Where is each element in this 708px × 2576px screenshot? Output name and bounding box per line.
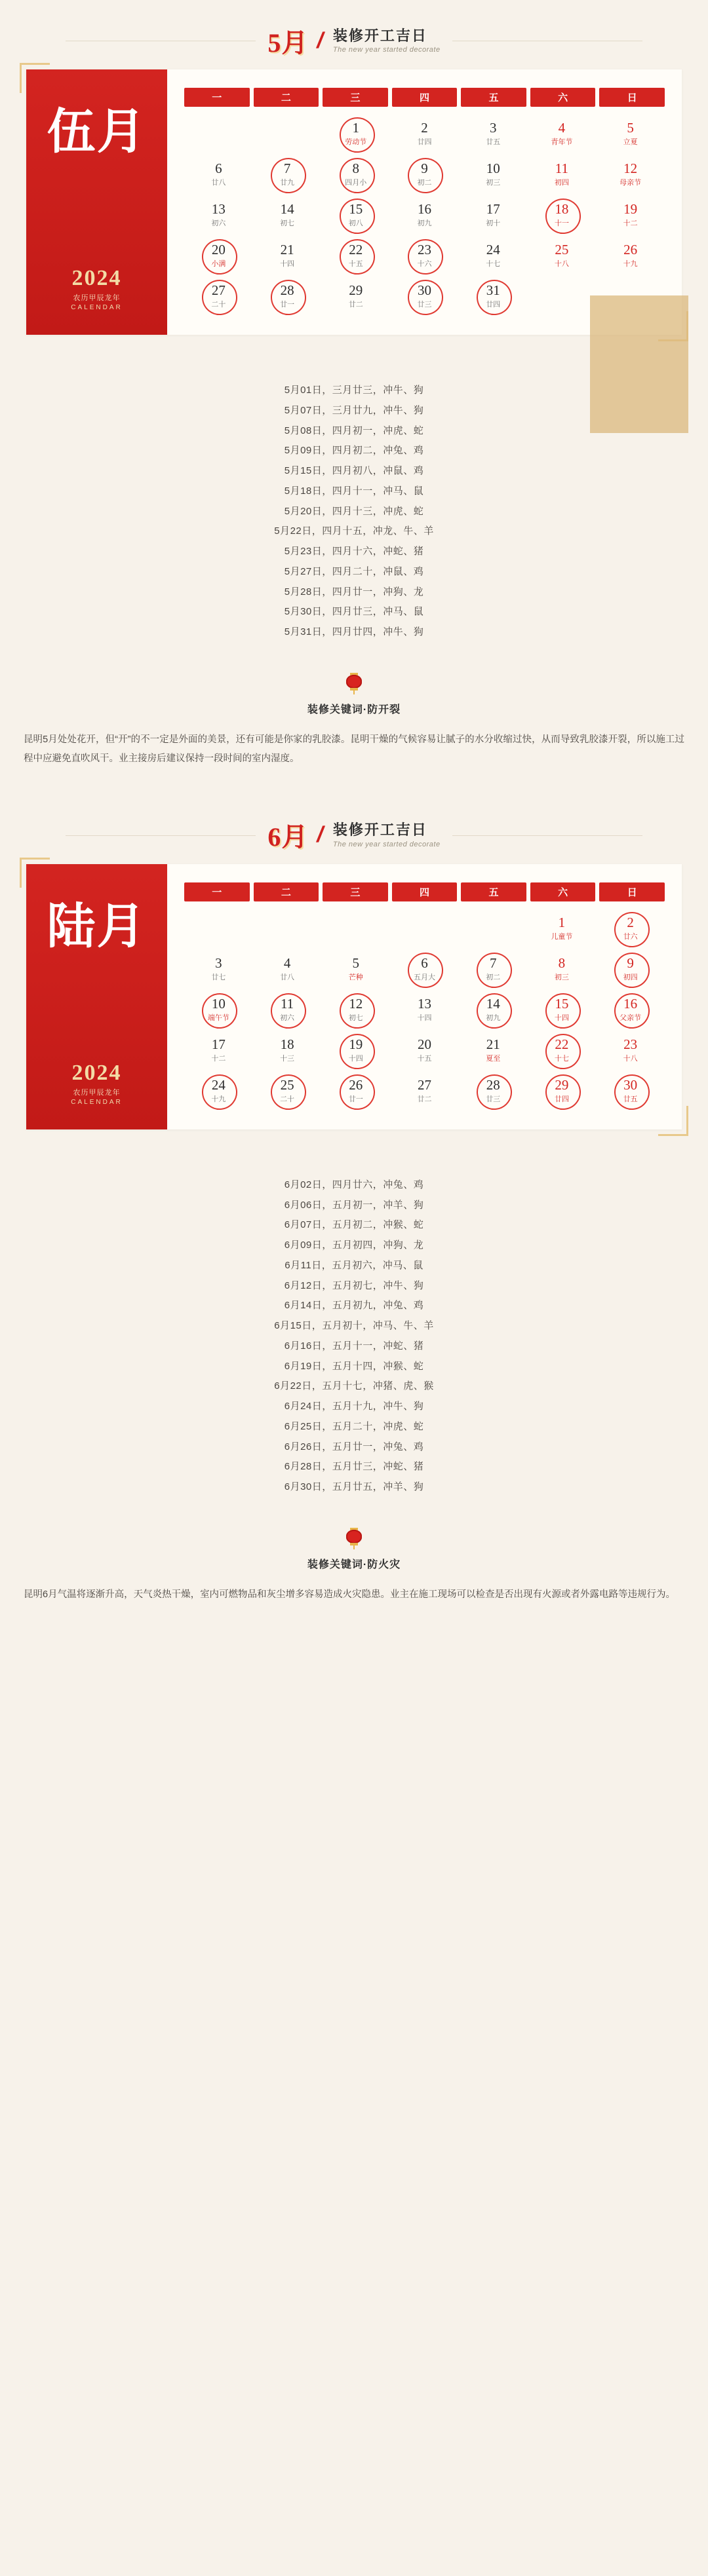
day-lunar-label: 初九	[417, 219, 432, 228]
day-number: 5	[627, 119, 634, 136]
day-number: 24	[211, 1076, 226, 1093]
calendar-day-cell[interactable]	[459, 115, 528, 153]
calendar-day-cell[interactable]	[528, 1072, 597, 1110]
calendar-day-empty	[459, 909, 528, 947]
month-section	[0, 20, 708, 795]
calendar-day-cell[interactable]	[528, 115, 597, 153]
calendar-day-cell[interactable]	[390, 277, 459, 315]
calendar-day-cell[interactable]	[596, 909, 665, 947]
calendar-day-cell[interactable]	[253, 237, 322, 275]
calendar-logo-caption: CALENDAR	[71, 304, 123, 311]
section-spacer	[0, 768, 708, 795]
lucky-date-line: 6月14日，五月初九，冲兔、鸡	[284, 1300, 424, 1312]
calendar-day-cell[interactable]	[390, 115, 459, 153]
day-lunar-label: 二十	[211, 301, 226, 309]
calendar-day-cell[interactable]	[253, 1031, 322, 1069]
section-title-cn: 装修开工吉日	[332, 822, 427, 839]
calendar-logo	[26, 266, 167, 311]
day-lunar-label: 十四	[280, 260, 295, 269]
weekday-cell-5: 六	[530, 882, 596, 901]
lucky-date-line: 5月15日，四月初八，冲鼠、鸡	[284, 465, 424, 476]
calendar-day-empty	[253, 115, 322, 153]
day-number: 27	[211, 282, 226, 298]
calendar-day-cell[interactable]	[184, 196, 253, 234]
slash-divider-icon: /	[315, 822, 327, 848]
day-number: 10	[486, 160, 500, 176]
day-number: 11	[555, 160, 569, 176]
weekday-cell-0: 一	[184, 882, 250, 901]
calendar-month-cn: 伍月	[47, 105, 147, 159]
calendar-day-cell[interactable]	[321, 155, 390, 193]
calendar-day-cell[interactable]	[390, 196, 459, 234]
day-number: 4	[283, 955, 291, 971]
lucky-date-line: 5月18日，四月十一，冲马、鼠	[284, 485, 424, 497]
day-lunar-label: 廿一	[348, 1095, 363, 1103]
day-number: 26	[623, 241, 638, 257]
section-header	[0, 20, 708, 62]
lucky-date-list	[0, 1129, 708, 1504]
day-number: 12	[349, 995, 363, 1012]
calendar-month-cn: 陆月	[47, 900, 147, 954]
day-lunar-label: 初二	[486, 973, 501, 981]
calendar-day-empty	[184, 909, 253, 947]
day-number: 21	[486, 1036, 500, 1052]
day-number: 29	[349, 282, 363, 298]
calendar-day-cell[interactable]	[459, 950, 528, 988]
weekday-cell-6: 日	[599, 88, 665, 107]
day-number: 22	[555, 1036, 569, 1052]
day-lunar-label: 初四	[554, 179, 569, 187]
calendar-day-cell[interactable]	[184, 155, 253, 193]
day-number: 2	[627, 914, 634, 930]
day-lunar-label: 十四	[554, 1013, 569, 1022]
calendar-day-cell[interactable]	[321, 196, 390, 234]
day-number: 15	[555, 995, 569, 1012]
calendar-day-cell[interactable]	[321, 1072, 390, 1110]
calendar-day-cell[interactable]	[390, 1031, 459, 1069]
day-lunar-label: 十二	[623, 219, 638, 228]
calendar-day-cell[interactable]	[596, 1031, 665, 1069]
day-lunar-label: 廿三	[417, 301, 432, 309]
day-number: 3	[489, 119, 497, 136]
day-lunar-label: 十八	[623, 1054, 638, 1063]
day-number: 30	[623, 1076, 638, 1093]
day-number: 15	[349, 200, 363, 217]
day-lunar-label: 十九	[211, 1095, 226, 1103]
keyword-block	[0, 672, 708, 716]
calendar-day-cell[interactable]	[528, 155, 597, 193]
day-number: 20	[211, 241, 226, 257]
day-lunar-label: 十四	[348, 1054, 363, 1063]
weekday-header-row	[184, 88, 665, 107]
calendar-logo-subtitle: 农历甲辰龙年	[73, 1088, 121, 1097]
calendar-day-cell[interactable]	[390, 237, 459, 275]
day-number: 22	[349, 241, 363, 257]
lucky-date-line: 6月24日，五月十九，冲牛、狗	[284, 1401, 424, 1412]
day-lunar-label: 廿二	[348, 301, 363, 309]
day-lunar-label: 廿四	[417, 138, 432, 147]
day-lunar-label: 儿童节	[551, 932, 573, 941]
day-lunar-label: 廿九	[280, 179, 295, 187]
calendar-grid-panel	[167, 69, 682, 335]
lantern-icon	[345, 1526, 363, 1547]
lucky-date-line: 6月25日，五月二十，冲虎、蛇	[284, 1420, 424, 1432]
calendar-day-cell[interactable]	[528, 909, 597, 947]
lucky-date-line: 5月30日，四月廿三，冲马、鼠	[284, 606, 424, 618]
day-number: 16	[623, 995, 638, 1012]
day-lunar-label: 廿七	[211, 973, 226, 981]
lucky-date-line: 5月09日，四月初二，冲兔、鸡	[284, 445, 424, 457]
day-lunar-label: 十五	[417, 1054, 432, 1063]
lucky-date-line: 6月07日，五月初二，冲猴、蛇	[284, 1219, 424, 1231]
weekday-header-row	[184, 882, 665, 901]
lucky-date-line: 6月30日，五月廿五，冲羊、狗	[284, 1481, 424, 1492]
day-number: 21	[280, 241, 294, 257]
day-lunar-label: 初三	[486, 179, 501, 187]
section-header	[0, 814, 708, 856]
calendar-day-cell[interactable]	[321, 237, 390, 275]
calendar-day-cell[interactable]	[528, 991, 597, 1029]
day-number: 27	[417, 1076, 431, 1093]
day-number: 23	[417, 241, 431, 257]
day-lunar-label: 初八	[348, 219, 363, 228]
lucky-date-line: 6月12日，五月初七，冲牛、狗	[284, 1279, 424, 1291]
calendar-day-cell[interactable]	[459, 1031, 528, 1069]
day-number: 14	[280, 200, 294, 217]
lucky-date-line: 6月26日，五月廿一，冲兔、鸡	[284, 1441, 424, 1452]
lucky-date-line: 6月09日，五月初四，冲狗、龙	[284, 1240, 424, 1251]
day-number: 9	[627, 955, 634, 971]
calendar-card	[26, 69, 682, 335]
calendar-day-cell[interactable]	[321, 1031, 390, 1069]
calendar-day-cell[interactable]	[321, 115, 390, 153]
day-number: 1	[558, 914, 566, 930]
lucky-date-line: 6月15日，五月初十，冲马、牛、羊	[274, 1320, 434, 1331]
lucky-date-line: 5月28日，四月廿一，冲狗、龙	[284, 586, 424, 597]
lucky-date-line: 6月28日，五月廿三，冲蛇、猪	[284, 1461, 424, 1473]
day-number: 29	[555, 1076, 569, 1093]
weekday-cell-4: 五	[461, 882, 526, 901]
day-lunar-label: 初七	[348, 1013, 363, 1022]
weekday-cell-6: 日	[599, 882, 665, 901]
day-number: 17	[486, 200, 500, 217]
calendar-day-empty	[390, 909, 459, 947]
calendar-day-cell[interactable]	[390, 991, 459, 1029]
calendar-card	[26, 864, 682, 1129]
calendar-day-cell[interactable]	[459, 991, 528, 1029]
section-spacer	[0, 1604, 708, 1631]
weekday-cell-4: 五	[461, 88, 526, 107]
calendar-day-empty	[528, 277, 597, 315]
day-number: 13	[417, 995, 431, 1012]
day-lunar-label: 廿二	[417, 1095, 432, 1103]
day-lunar-label: 初七	[280, 219, 295, 228]
day-lunar-label: 十八	[554, 260, 569, 269]
lucky-date-line: 6月22日，五月十七，冲猪、虎、猴	[274, 1380, 434, 1392]
day-number: 7	[489, 955, 497, 971]
day-lunar-label: 十四	[417, 1013, 432, 1022]
day-number: 13	[211, 200, 226, 217]
calendar-day-cell[interactable]	[459, 196, 528, 234]
day-number: 16	[417, 200, 431, 217]
day-number: 19	[623, 200, 638, 217]
day-lunar-label: 劳动节	[345, 138, 367, 147]
day-lunar-label: 夏至	[486, 1054, 501, 1063]
month-number-label: 6月	[267, 822, 309, 852]
slash-divider-icon: /	[315, 28, 327, 53]
day-lunar-label: 初六	[280, 1013, 295, 1022]
calendar-logo	[26, 1061, 167, 1106]
day-lunar-label: 初六	[211, 219, 226, 228]
lucky-date-list	[0, 335, 708, 649]
day-lunar-label: 端午节	[207, 1013, 229, 1022]
day-lunar-label: 初三	[554, 973, 569, 981]
weekday-cell-2: 三	[323, 882, 388, 901]
lucky-date-line: 5月31日，四月廿四，冲牛、狗	[284, 626, 424, 637]
calendar-day-cell[interactable]	[253, 950, 322, 988]
calendar-day-cell[interactable]	[596, 991, 665, 1029]
calendar-month-panel	[26, 864, 167, 1129]
weekday-cell-3: 四	[392, 882, 458, 901]
calendar-day-empty	[253, 909, 322, 947]
calendar-logo-caption: CALENDAR	[71, 1098, 123, 1106]
day-lunar-label: 十五	[348, 260, 363, 269]
day-number: 25	[555, 241, 569, 257]
day-number: 7	[283, 160, 291, 176]
calendar-day-empty	[184, 115, 253, 153]
section-title-cn: 装修开工吉日	[332, 27, 427, 44]
day-lunar-label: 廿一	[280, 301, 295, 309]
calendar-day-cell[interactable]	[596, 196, 665, 234]
day-lunar-label: 十六	[417, 260, 432, 269]
day-number: 6	[215, 160, 222, 176]
day-lunar-label: 廿三	[486, 1095, 501, 1103]
calendar-logo-subtitle: 农历甲辰龙年	[73, 294, 121, 302]
day-lunar-label: 立夏	[623, 138, 638, 147]
calendar-logo-year: 2024	[71, 266, 122, 290]
section-paragraph: 昆明5月处处花开，但“开”的不一定是外面的美景，还有可能是你家的乳胶漆。昆明干燥的气候容易让腻子的水分收缩过快，从而导致乳胶漆开裂，所以施工过程中应避免直吹风干。业主接房后建议保持一段时间的室内湿度。	[24, 734, 684, 764]
day-number: 12	[623, 160, 638, 176]
section-paragraph: 昆明6月气温将逐渐升高，天气炎热干燥，室内可燃物品和灰尘增多容易造成火灾隐患。业主在施工现场可以检查是否出现有火源或者外露电路等违规行为。	[24, 1589, 676, 1600]
calendar-grid-panel	[167, 864, 682, 1129]
weekday-cell-0: 一	[184, 88, 250, 107]
calendar-day-cell[interactable]	[596, 237, 665, 275]
lucky-date-line: 6月19日，五月十四，冲猴、蛇	[284, 1360, 424, 1372]
calendar-day-cell[interactable]	[596, 1072, 665, 1110]
day-lunar-label: 十七	[486, 260, 501, 269]
day-number: 23	[623, 1036, 638, 1052]
calendar-day-cell[interactable]	[321, 950, 390, 988]
calendar-day-empty	[321, 909, 390, 947]
weekday-cell-1: 二	[254, 88, 319, 107]
calendar-day-cell[interactable]	[390, 1072, 459, 1110]
day-number: 24	[486, 241, 500, 257]
day-lunar-label: 二十	[280, 1095, 295, 1103]
calendar-days-grid	[184, 115, 665, 315]
lucky-date-line: 6月16日，五月十一，冲蛇、猪	[284, 1340, 424, 1352]
calendar-day-cell[interactable]	[253, 277, 322, 315]
day-number: 2	[421, 119, 428, 136]
calendar-day-cell[interactable]	[184, 237, 253, 275]
day-lunar-label: 小满	[211, 260, 226, 269]
lucky-date-line: 5月23日，四月十六，冲蛇、猪	[284, 546, 424, 557]
lucky-date-line: 5月20日，四月十三，冲虎、蛇	[284, 505, 424, 517]
calendar-day-cell[interactable]	[184, 277, 253, 315]
day-lunar-label: 芒种	[348, 973, 363, 981]
day-lunar-label: 廿五	[623, 1095, 638, 1103]
section-title-en: The new year started decorate	[332, 840, 441, 848]
calendar-day-cell[interactable]	[253, 991, 322, 1029]
day-number: 5	[352, 955, 360, 971]
day-number: 6	[421, 955, 428, 971]
calendar-day-cell[interactable]	[459, 277, 528, 315]
keyword-text: 装修关键词·防开裂	[307, 704, 401, 715]
lucky-date-line: 5月27日，四月二十，冲鼠、鸡	[284, 565, 424, 577]
lucky-date-line: 5月07日，三月廿九，冲牛、狗	[284, 404, 424, 416]
day-number: 18	[555, 200, 569, 217]
lantern-icon	[345, 672, 363, 692]
day-number: 30	[417, 282, 431, 298]
day-number: 10	[211, 995, 226, 1012]
day-number: 28	[280, 282, 294, 298]
day-lunar-label: 廿四	[554, 1095, 569, 1103]
calendar-day-cell[interactable]	[596, 115, 665, 153]
lucky-date-line: 6月02日，四月廿六，冲兔、鸡	[284, 1179, 424, 1190]
day-lunar-label: 十九	[623, 260, 638, 269]
day-number: 9	[421, 160, 428, 176]
corner-bracket-bottom-right	[658, 1106, 688, 1136]
weekday-cell-2: 三	[323, 88, 388, 107]
day-lunar-label: 青年节	[551, 138, 573, 147]
day-number: 31	[486, 282, 500, 298]
day-number: 19	[349, 1036, 363, 1052]
section-title-en: The new year started decorate	[332, 45, 441, 54]
day-number: 28	[486, 1076, 500, 1093]
calendar-day-cell[interactable]	[253, 1072, 322, 1110]
calendar-day-cell[interactable]	[390, 950, 459, 988]
calendar-day-cell[interactable]	[459, 155, 528, 193]
weekday-cell-1: 二	[254, 882, 319, 901]
day-lunar-label: 初四	[623, 973, 638, 981]
calendar-month-panel	[26, 69, 167, 335]
day-lunar-label: 廿五	[486, 138, 501, 147]
calendar-day-cell[interactable]	[253, 196, 322, 234]
day-lunar-label: 十三	[280, 1054, 295, 1063]
day-number: 18	[280, 1036, 294, 1052]
day-lunar-label: 廿六	[623, 932, 638, 941]
calendar-logo-year: 2024	[71, 1060, 122, 1085]
calendar-day-cell[interactable]	[528, 196, 597, 234]
calendar-day-cell[interactable]	[528, 237, 597, 275]
day-lunar-label: 十二	[211, 1054, 226, 1063]
day-number: 14	[486, 995, 500, 1012]
lucky-date-line: 5月22日，四月十五，冲龙、牛、羊	[274, 525, 434, 537]
day-lunar-label: 十七	[554, 1054, 569, 1063]
calendar-day-cell[interactable]	[459, 237, 528, 275]
calendar-day-cell[interactable]	[321, 277, 390, 315]
day-lunar-label: 十一	[554, 219, 569, 228]
calendar-day-cell[interactable]	[184, 1031, 253, 1069]
calendar-day-cell[interactable]	[184, 991, 253, 1029]
calendar-day-cell[interactable]	[528, 1031, 597, 1069]
day-number: 8	[352, 160, 360, 176]
calendar-day-cell[interactable]	[596, 155, 665, 193]
day-number: 11	[280, 995, 294, 1012]
lucky-date-line: 6月11日，五月初六，冲马、鼠	[285, 1259, 423, 1271]
calendar-day-cell[interactable]	[390, 155, 459, 193]
month-section	[0, 814, 708, 1631]
calendar-days-grid	[184, 909, 665, 1110]
day-number: 8	[558, 955, 566, 971]
day-lunar-label: 初十	[486, 219, 501, 228]
weekday-cell-5: 六	[530, 88, 596, 107]
day-number: 4	[558, 119, 566, 136]
day-number: 25	[280, 1076, 294, 1093]
calendar-day-cell[interactable]	[459, 1072, 528, 1110]
day-number: 20	[417, 1036, 431, 1052]
calendar-day-cell[interactable]	[528, 950, 597, 988]
day-lunar-label: 廿八	[280, 973, 295, 981]
calendar-day-cell[interactable]	[321, 991, 390, 1029]
day-lunar-label: 初二	[417, 179, 432, 187]
day-lunar-label: 父亲节	[620, 1013, 642, 1022]
corner-bracket-bottom-right	[658, 311, 688, 341]
day-number: 26	[349, 1076, 363, 1093]
calendar-day-cell[interactable]	[253, 155, 322, 193]
calendar-day-empty	[596, 277, 665, 315]
lucky-date-line: 5月08日，四月初一，冲虎、蛇	[284, 425, 424, 436]
day-lunar-label: 母亲节	[620, 179, 642, 187]
day-lunar-label: 廿四	[486, 301, 501, 309]
day-number: 3	[215, 955, 222, 971]
calendar-day-cell[interactable]	[596, 950, 665, 988]
day-lunar-label: 廿八	[211, 179, 226, 187]
weekday-cell-3: 四	[392, 88, 458, 107]
day-number: 17	[211, 1036, 226, 1052]
calendar-day-cell[interactable]	[184, 1072, 253, 1110]
day-lunar-label: 五月大	[413, 973, 435, 981]
calendar-day-cell[interactable]	[184, 950, 253, 988]
day-number: 1	[352, 119, 360, 136]
keyword-block	[0, 1526, 708, 1571]
month-number-label: 5月	[267, 28, 309, 58]
day-lunar-label: 四月小	[345, 179, 367, 187]
lucky-date-line: 5月01日，三月廿三，冲牛、狗	[284, 385, 424, 396]
lucky-date-line: 6月06日，五月初一，冲羊、狗	[284, 1199, 424, 1211]
day-lunar-label: 初九	[486, 1013, 501, 1022]
keyword-text: 装修关键词·防火灾	[307, 1559, 401, 1570]
